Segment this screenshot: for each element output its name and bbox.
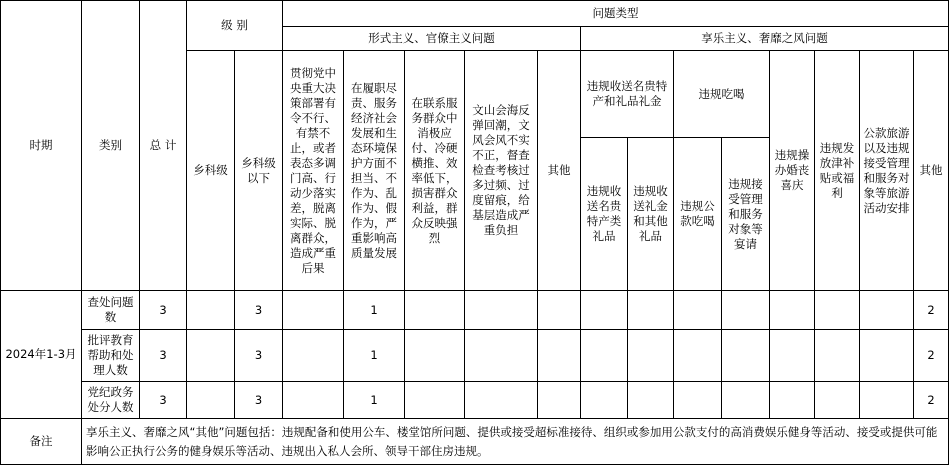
cell-f4 [465,382,538,419]
cell-h7 [860,330,914,382]
header-gift: 违规收送名贵特产和礼品礼金 [581,51,674,138]
cell-h3 [674,382,722,419]
header-dining-1: 违规公款吃喝 [674,138,722,291]
header-category: 类别 [82,1,140,291]
cell-f3 [405,330,465,382]
header-formalism-1: 贯彻党中央重大决策部署有令不行、有禁不止，或者表态多调门高、行动少落实差，脱离实际、脱离群众，造成严重后果 [283,51,344,291]
row-label: 批评教育帮助和处理人数 [82,330,140,382]
header-dining: 违规吃喝 [674,51,770,138]
note-text: 享乐主义、奢靡之风“其他”问题包括：违规配备和使用公车、楼堂馆所问题、提供或接受超标准接待、组织或参加用公款支付的高消费娱乐健身等活动、接受或提供可能影响公正执行公务的健身娱乐等活动、违规出入私人会所、领导干部住房违规。 [82,419,949,465]
cell-h2 [628,382,674,419]
header-formalism-4: 文山会海反弹回潮，文风会风不实不正，督查检查考核过多过频、过度留痕，给基层造成严重负担 [465,51,538,291]
cell-h4 [722,291,770,330]
header-gift-1: 违规收送名贵特产类礼品 [581,138,628,291]
cell-f4 [465,330,538,382]
header-total: 总 计 [140,1,187,291]
cell-below: 3 [235,330,283,382]
cell-h4 [722,382,770,419]
cell-township [187,382,235,419]
cell-f3 [405,382,465,419]
cell-below: 3 [235,291,283,330]
header-problem-type: 问题类型 [283,1,949,27]
cell-h1 [581,330,628,382]
cell-h4 [722,330,770,382]
header-formalism-other: 其他 [538,51,581,291]
cell-h1 [581,382,628,419]
cell-h5 [770,291,815,330]
cell-f1 [283,291,344,330]
table-row [1,382,949,419]
cell-f-other [538,382,581,419]
cell-f-other [538,330,581,382]
cell-f4 [465,291,538,330]
table-row [1,330,949,382]
cell-h5 [770,382,815,419]
cell-h5 [770,330,815,382]
header-allowance: 违规发放津补贴或福利 [815,51,860,291]
period-value: 2024年1-3月 [1,291,82,419]
header-level-below: 乡科级以下 [235,51,283,291]
header-hedonism-other: 其他 [914,51,949,291]
header-formalism-2: 在履职尽责、服务经济社会发展和生态环境保护方面不担当、不作为、乱作为、假作为，严重影响高质量发展 [344,51,405,291]
cell-h-other: 2 [914,291,949,330]
table-row [1,291,949,330]
cell-f2: 1 [344,330,405,382]
cell-h7 [860,382,914,419]
cell-h3 [674,330,722,382]
cell-h1 [581,291,628,330]
header-hedonism: 享乐主义、奢靡之风问题 [581,27,949,51]
cell-h6 [815,330,860,382]
header-period: 时期 [1,1,82,291]
cell-total: 3 [140,330,187,382]
cell-f2: 1 [344,291,405,330]
header-formalism: 形式主义、官僚主义问题 [283,27,581,51]
header-wedding: 违规操办婚丧喜庆 [770,51,815,291]
cell-f1 [283,330,344,382]
header-gift-2: 违规收送礼金和其他礼品 [628,138,674,291]
cell-h-other: 2 [914,330,949,382]
cell-township [187,291,235,330]
cell-h3 [674,291,722,330]
cell-f-other [538,291,581,330]
cell-total: 3 [140,382,187,419]
cell-h6 [815,291,860,330]
cell-h2 [628,330,674,382]
cell-h7 [860,291,914,330]
note-label: 备注 [1,419,82,465]
cell-h2 [628,291,674,330]
cell-h6 [815,382,860,419]
row-label: 查处问题数 [82,291,140,330]
header-formalism-3: 在联系服务群众中消极应付、冷硬横推、效率低下，损害群众利益，群众反映强烈 [405,51,465,291]
header-level: 级 别 [187,1,283,51]
cell-f3 [405,291,465,330]
header-level-township: 乡科级 [187,51,235,291]
cell-f1 [283,382,344,419]
row-label: 党纪政务处分人数 [82,382,140,419]
cell-township [187,330,235,382]
cell-total: 3 [140,291,187,330]
header-travel: 公款旅游以及违规接受管理和服务对象等旅游活动安排 [860,51,914,291]
cell-below: 3 [235,382,283,419]
cell-h-other: 2 [914,382,949,419]
note-row [1,419,949,465]
header-dining-2: 违规接受管理和服务对象等宴请 [722,138,770,291]
cell-f2: 1 [344,382,405,419]
